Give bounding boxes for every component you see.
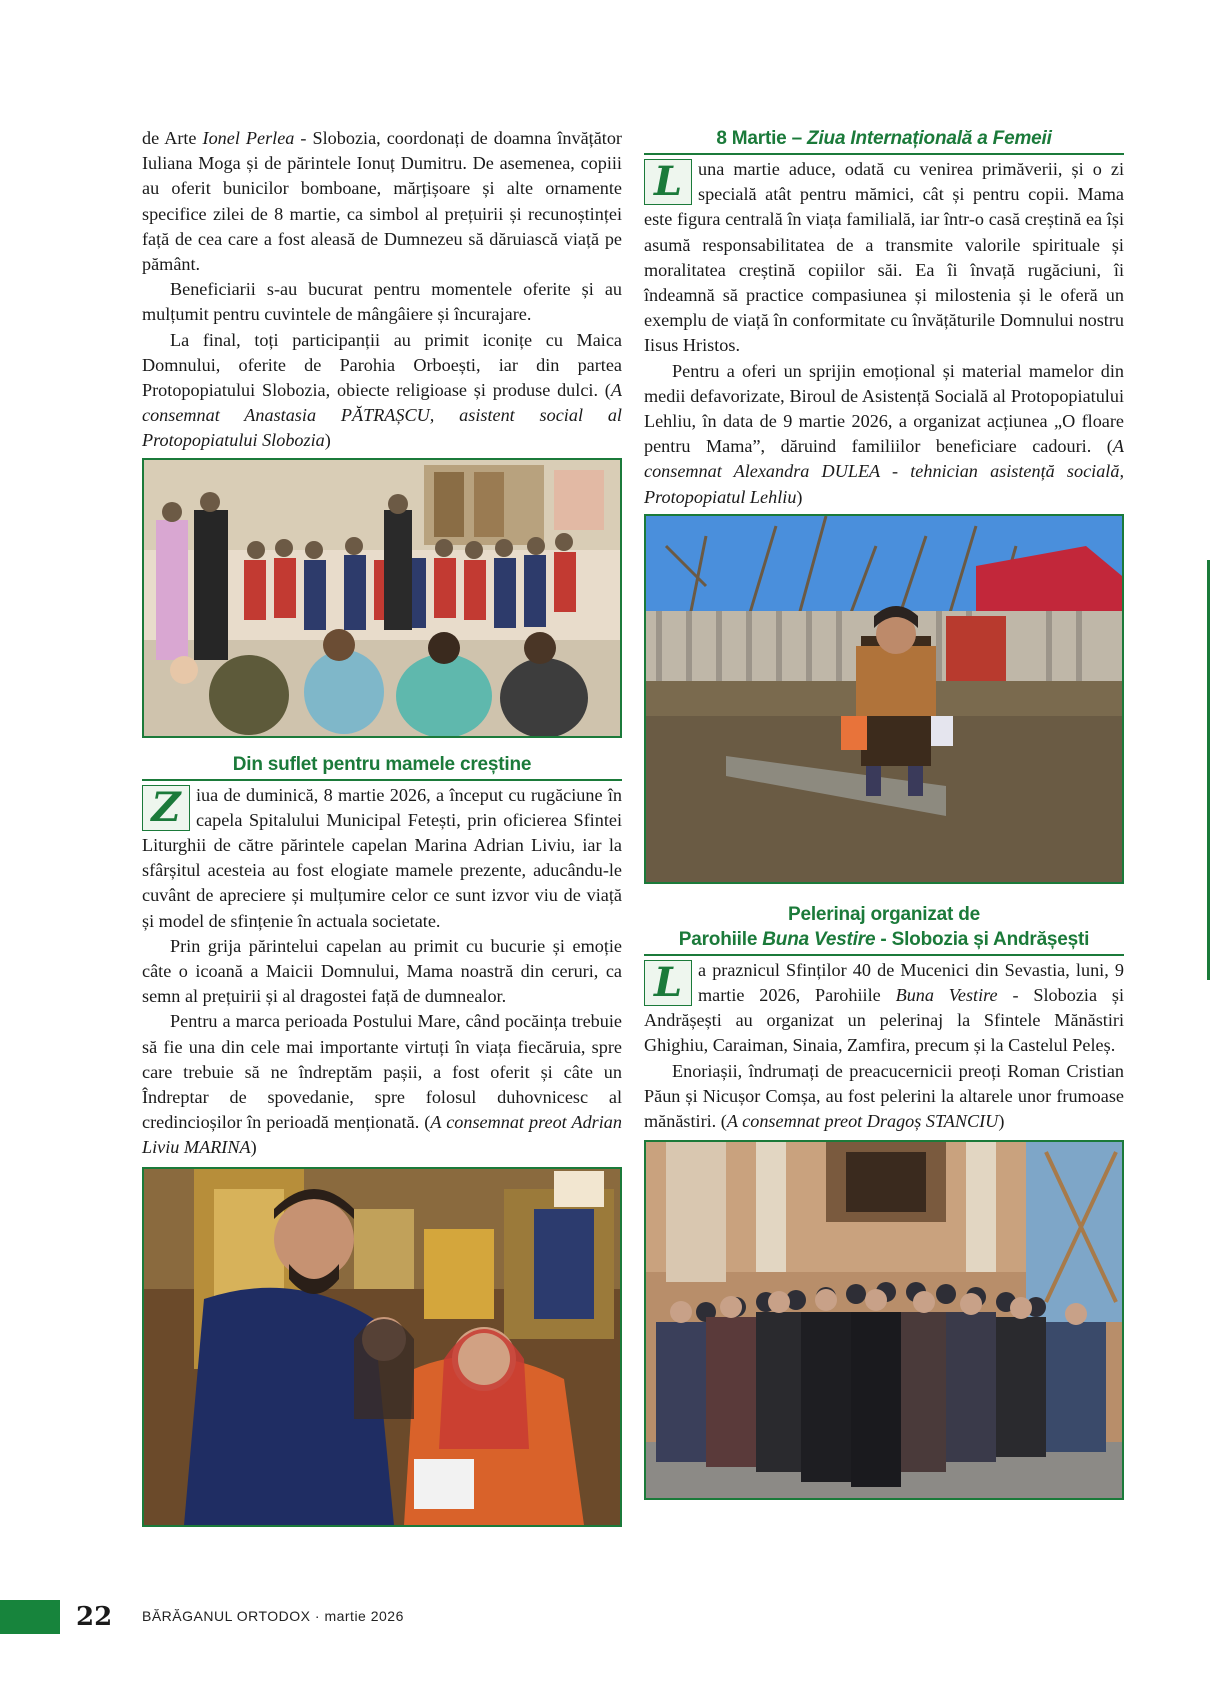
title-rule (644, 954, 1124, 956)
publication-footer: BĂRĂGANUL ORTODOX · martie 2026 (142, 1608, 404, 1624)
article1-paragraph-2: Prin grija părintelui capelan au primit cu bucurie și emoție câte o icoană a Maicii Domnului, Mama noastră din ceruri, ca semn al prețuirii și al dragostei față de dumnealor. (142, 935, 622, 1007)
title-rule (142, 779, 622, 781)
photo-priest-icons (142, 1167, 622, 1527)
dropcap-letter: L (644, 960, 692, 1006)
article1-paragraph-3: Pentru a marca perioada Postului Mare, când pocăința trebuie să fie una din cele mai importante virtuți în viața fiecăruia, spre care trebuie să ne îndreptăm pașii, a fost oferit și câte un Îndreptar de spovedanie, spre folosul duhovnicesc al credincioșilor în perioadă menționată. (A consemnat preot Adrian Liviu MARINA) (142, 1011, 622, 1158)
left-column (142, 126, 622, 1527)
footer-color-bar (0, 1600, 60, 1634)
intro-paragraph-1: de Arte Ionel Perlea - Slobozia, coordonați de doamna învățător Iuliana Moga și de părintele Ionuț Dumitru. De asemenea, copiii au oferit bunicilor bomboane, mărțișoare și alte ornamente specifice zilei de 8 martie, ca simbol al prețuirii și recunoștinței față de cea care a fost aleasă de Dumnezeu să dăruiască viață pe pământ. (142, 128, 622, 275)
dropcap-letter: Z (142, 785, 190, 831)
article2-paragraph-2: Pentru a oferi un sprijin emoțional și material mamelor din medii defavorizate, Biroul de Asistență Socială al Protopopiatului Lehliu, în data de 9 martie 2026, a organizat acțiunea „O floare pentru Mama”, dăruind familiilor beneficiare cadouri. (A consemnat Alexandra DULEA - tehnician asistență socială, Protopopiatul Lehliu) (644, 360, 1124, 507)
article3-paragraph-2: Enoriașii, îndrumați de preacucernicii preoți Roman Cristian Păun și Nicușor Comșa, au fost pelerini la altarele unor frumoase mănăstiri. (A consemnat preot Dragoș STANCIU) (644, 1060, 1124, 1132)
article3-paragraph-1: L a praznicul Sfinților 40 de Mucenici din Sevastia, luni, 9 martie 2026, Parohiile Buna Vestire - Slobozia și Andrășești au organizat un pelerinaj la Sfintele Mănăstiri Ghighiu, Caraiman, Sinaia, Zamfira, precum și la Castelul Peleș. (644, 958, 1125, 1056)
page-number: 22 (76, 1602, 113, 1632)
page-edge-accent (1207, 560, 1210, 980)
article-title-pelerinaj-line1: Pelerinaj organizat de (788, 903, 980, 925)
photo-pilgrims-group (644, 1140, 1124, 1500)
article1-paragraph-1: Z iua de duminică, 8 martie 2026, a început cu rugăciune în capela Spitalului Municipal Fetești, prin oficierea Sfintei Liturghii de către părintele capelan Marina Adrian Liviu, iar la sfârșitul acesteia au fost elogiate mamele prezente, aducându-le cuvânt de apreciere și mulțumire celor ce sunt izvor viu de viață și model de sfințenie în actuala societate. (142, 783, 622, 931)
photo-children-classroom (142, 458, 622, 738)
article-title-pelerinaj-line2: Parohiile Buna Vestire - Slobozia și Andrășești (678, 928, 1090, 950)
article-title-din-suflet: Din suflet pentru mamele creștine (232, 753, 532, 775)
intro-paragraph-3: La final, toți participanții au primit iconițe cu Maica Domnului, oferite de Parohia Orboești, iar din partea Protopopiatului Slobozia, obiecte religioase și produse dulci. (A consemnat Anastasia PĂTRAȘCU, asistent social al Protopopiatului Slobozia) (142, 329, 622, 451)
right-column (644, 126, 1124, 1500)
photo-woman-village (644, 514, 1124, 884)
title-rule (644, 153, 1124, 155)
dropcap-letter: L (644, 159, 692, 205)
intro-paragraph-2: Beneficiarii s-au bucurat pentru momentele oferite și au mulțumit pentru cuvintele de mângâiere și încurajare. (142, 279, 622, 325)
article-title-8-martie: 8 Martie – Ziua Internațională a Femeii (716, 128, 1052, 149)
article2-paragraph-1: L una martie aduce, odată cu venirea primăverii, și o zi specială atât pentru mămici, cât și pentru copii. Mama este figura centrală în viața familială, iar într-o casă creștină ea își asumă responsabilitatea de a transmite valorile spirituale și moralitatea creștină copiilor săi. Ea îi învață rugăciuni, îi îndeamnă să practice compasiunea și milostenia și le oferă un exemplu de viață în conformitate cu învățăturile Domnului nostru Iisus Hristos. (644, 158, 1124, 356)
